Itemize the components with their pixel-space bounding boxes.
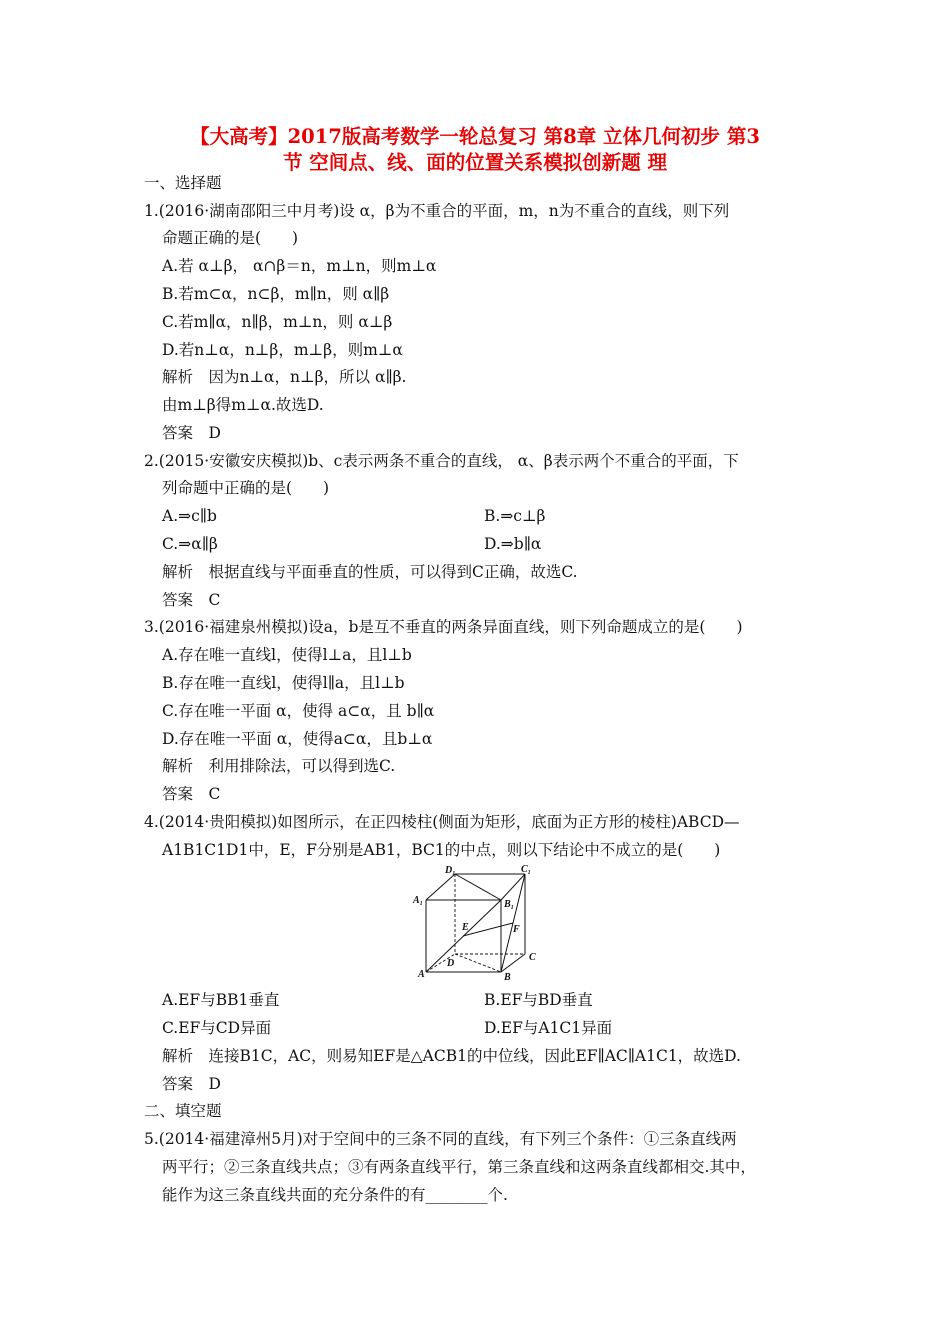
q4-stem-line-1: 4.(2014·贵阳模拟)如图所示，在正四棱柱(侧面为矩形，底面为正方形的棱柱)ABCD— [144, 813, 740, 831]
label-a: A [418, 969, 425, 980]
label-b1: B [504, 899, 511, 910]
title-line-1: 【大高考】2017版高考数学一轮总复习 第8章 立体几何初步 第3 [190, 125, 760, 148]
q5-line-3: 能作为这三条直线共面的充分条件的有________个. [162, 1186, 508, 1204]
q1-option-d: D.若n⊥α，n⊥β，m⊥β，则m⊥α [162, 341, 403, 359]
q2-option-c: C.⇒α∥β [162, 535, 218, 553]
label-e: E [462, 922, 469, 933]
label-d1-sub: 1 [452, 871, 456, 877]
label-b: B [504, 972, 511, 983]
q1-analysis-line-2: 由m⊥β得m⊥α.故选D. [162, 396, 324, 414]
title-line-2: 节 空间点、线、面的位置关系模拟创新题 理 [282, 151, 668, 174]
q1-stem-line-2: 命题正确的是( ) [162, 229, 299, 247]
section-heading-choice: 一、选择题 [144, 174, 222, 192]
label-d: D [447, 958, 455, 969]
svg-text:B1 [503, 899, 514, 911]
q2-answer: 答案 C [162, 591, 221, 609]
q4-stem-line-2: A1B1C1D1中，E，F分别是AB1，BC1的中点，则以下结论中不成立的是( ) [162, 841, 721, 859]
q3-answer: 答案 C [162, 785, 221, 803]
q1-stem-line-1: 1.(2016·湖南邵阳三中月考)设 α，β为不重合的平面，m，n为不重合的直线，则下列 [144, 202, 730, 220]
q5-line-1: 5.(2014·福建漳州5月)对于空间中的三条不同的直线，有下列三个条件：①三条直线两 [144, 1130, 737, 1148]
q2-analysis: 解析 根据直线与平面垂直的性质，可以得到C正确，故选C. [162, 563, 578, 581]
q3-option-c: C.存在唯一平面 α，使得 a⊂α，且 b∥α [162, 702, 435, 720]
q4-analysis: 解析 连接B1C，AC，则易知EF是△ACB1的中位线，因此EF∥AC∥A1C1，故选D. [162, 1047, 741, 1065]
label-f: F [513, 924, 520, 935]
q4-answer: 答案 D [162, 1075, 221, 1093]
label-d1: D [445, 865, 453, 876]
q2-stem-line-2: 列命题中正确的是( ) [162, 479, 330, 497]
q3-option-d: D.存在唯一平面 α，使得a⊂α，且b⊥α [162, 730, 433, 748]
q3-option-a: A.存在唯一直线l，使得l⊥a，且l⊥b [162, 646, 412, 664]
q4-option-c: C.EF与CD异面 [162, 1019, 272, 1037]
q4-option-b: B.EF与BD垂直 [484, 991, 593, 1009]
q1-option-b: B.若m⊂α，n⊂β，m∥n，则 α∥β [162, 285, 390, 303]
q1-option-a: A.若 α⊥β， α∩β＝n，m⊥n，则m⊥α [162, 257, 437, 275]
svg-text:C1 [521, 864, 531, 876]
label-a1-sub: 1 [419, 901, 423, 907]
q3-analysis: 解析 利用排除法，可以得到选C. [162, 757, 396, 775]
svg-text:A1 [412, 895, 423, 907]
q3-stem: 3.(2016·福建泉州模拟)设a，b是互不垂直的两条异面直线，则下列命题成立的是( ) [144, 618, 743, 636]
prism-figure [405, 862, 555, 984]
q1-option-c: C.若m∥α，n∥β，m⊥n，则 α⊥β [162, 313, 393, 331]
label-c1-sub: 1 [527, 870, 531, 876]
q2-option-a: A.⇒c∥b [162, 507, 217, 525]
q2-option-d: D.⇒b∥α [484, 535, 542, 553]
q4-option-a: A.EF与BB1垂直 [162, 991, 280, 1009]
document-title [118, 124, 832, 176]
label-c: C [529, 952, 536, 963]
q2-option-b: B.⇒c⊥β [484, 507, 546, 525]
q5-line-2: 两平行；②三条直线共点；③有两条直线平行，第三条直线和这两条直线都相交.其中， [162, 1158, 756, 1176]
label-a1: A [413, 895, 420, 906]
q3-option-b: B.存在唯一直线l，使得l∥a，且l⊥b [162, 674, 405, 692]
label-c1: C [521, 864, 528, 875]
q1-analysis-line-1: 解析 因为n⊥α，n⊥β，所以 α∥β. [162, 368, 407, 386]
q2-stem-line-1: 2.(2015·安徽安庆模拟)b、c表示两条不重合的直线， α、β表示两个不重合的平面，下 [144, 452, 739, 470]
q4-option-d: D.EF与A1C1异面 [484, 1019, 613, 1037]
label-b1-sub: 1 [510, 905, 514, 911]
section-heading-fill: 二、填空题 [144, 1102, 222, 1120]
svg-text:D1 [444, 865, 455, 877]
q1-answer: 答案 D [162, 424, 221, 442]
